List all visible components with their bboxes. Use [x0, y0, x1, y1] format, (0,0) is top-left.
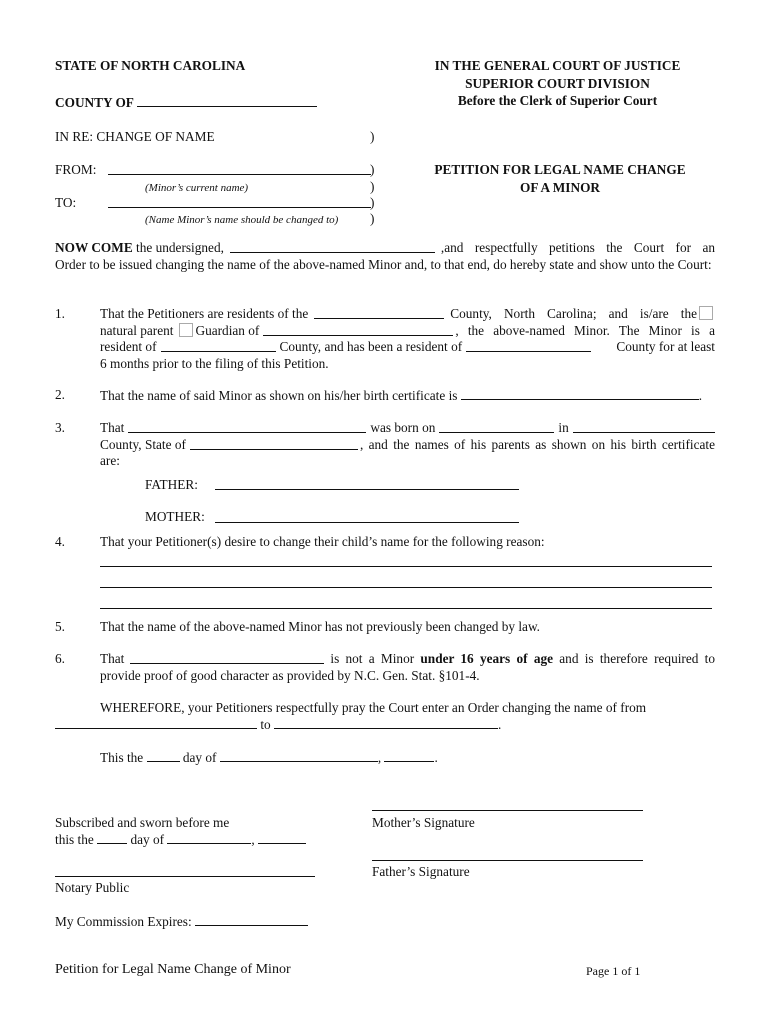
- minor-name-field-2[interactable]: [130, 651, 324, 664]
- state-heading: STATE OF NORTH CAROLINA: [55, 58, 246, 73]
- notary-date-line: this the day of ,: [55, 831, 306, 849]
- birth-cert-name-field[interactable]: [461, 387, 699, 400]
- item-5: That the name of the above-named Minor has not previously been changed by law.: [100, 619, 541, 634]
- petitioner-name-field[interactable]: [230, 240, 435, 253]
- wherefore-paragraph: WHEREFORE, your Petitioners respectfully pray the Court enter an Order changing the name of from: [100, 700, 647, 715]
- name-from-field[interactable]: [55, 716, 257, 729]
- notary-signature-line[interactable]: [55, 876, 315, 877]
- commission-line: My Commission Expires:: [55, 913, 308, 931]
- item-number: 4.: [55, 534, 65, 549]
- court-heading: IN THE GENERAL COURT OF JUSTICE SUPERIOR COURT DIVISION Before the Clerk of Superior Court: [434, 58, 681, 108]
- caption-paren: ): [370, 179, 375, 194]
- item-number: 2.: [55, 387, 65, 402]
- intro-paragraph: NOW COME the undersigned, ,and respectfully petitions the Court for an Order to be issued changing the name of the above-named Minor and, to that end, do hereby state and show unto the Court:: [55, 240, 715, 272]
- item-2: That the name of said Minor as shown on his/her birth certificate is .: [100, 388, 703, 403]
- month-field[interactable]: [220, 749, 378, 762]
- page-number: Page 1 of 1: [586, 964, 641, 978]
- guardian-of-field[interactable]: [263, 323, 453, 336]
- resident-county-field[interactable]: [466, 339, 591, 352]
- county-label: COUNTY OF: [55, 94, 317, 112]
- notary-month-field[interactable]: [167, 831, 251, 844]
- name-to-field[interactable]: [274, 716, 498, 729]
- reason-line-3[interactable]: [100, 608, 712, 609]
- father-name-field[interactable]: [215, 489, 519, 490]
- caption-paren: ): [370, 162, 375, 177]
- to-hint: (Name Minor’s name should be changed to): [145, 214, 339, 226]
- notary-year-field[interactable]: [258, 831, 306, 844]
- item-number: 6.: [55, 651, 65, 666]
- guardian-checkbox[interactable]: [179, 323, 193, 337]
- father-label: FATHER:: [145, 477, 198, 492]
- parent-checkbox-a[interactable]: [699, 306, 713, 320]
- from-label: FROM:: [55, 162, 97, 177]
- notary-public-label: Notary Public: [55, 880, 130, 895]
- reason-line-2[interactable]: [100, 587, 712, 588]
- item-1: That the Petitioners are residents of the County, North Carolina; and is/are the natural parent Guardian of , the above-named Minor. The Minor is a resident of County, and has been a resident of County for at least 6 months prior to the filing of this Petition.: [100, 306, 715, 371]
- reason-line-1[interactable]: [100, 566, 712, 567]
- item-3: That was born on in County, State of , and the names of his parents as shown on his birth certificate are:: [100, 420, 715, 468]
- item-number: 5.: [55, 619, 65, 634]
- to-label: TO:: [55, 195, 77, 210]
- day-field[interactable]: [147, 749, 180, 762]
- mother-label: MOTHER:: [145, 509, 205, 524]
- from-name-field[interactable]: [108, 174, 371, 175]
- year-field[interactable]: [384, 749, 434, 762]
- item-6: That is not a Minor under 16 years of age and is therefore required to provide proof of good character as provided by N.C. Gen. Stat. §101-4.: [100, 651, 715, 683]
- birth-place-field[interactable]: [573, 420, 715, 433]
- commission-expiry-field[interactable]: [195, 913, 308, 926]
- mother-signature-line[interactable]: [372, 810, 643, 811]
- father-signature-line[interactable]: [372, 860, 643, 861]
- in-re-line: IN RE: CHANGE OF NAME: [55, 129, 215, 144]
- county-field[interactable]: [137, 94, 317, 107]
- caption-paren: ): [370, 195, 375, 210]
- to-name-field[interactable]: [108, 207, 371, 208]
- item-number: 1.: [55, 306, 65, 321]
- item-number: 3.: [55, 420, 65, 435]
- subscribed-text: Subscribed and sworn before me: [55, 815, 230, 830]
- item-4: That your Petitioner(s) desire to change their child’s name for the following reason:: [100, 534, 545, 549]
- from-hint: (Minor’s current name): [145, 182, 249, 194]
- father-signature-label: Father’s Signature: [372, 864, 470, 879]
- notary-day-field[interactable]: [97, 831, 127, 844]
- wherefore-line-2: to .: [55, 716, 501, 734]
- birth-state-field[interactable]: [190, 437, 358, 450]
- birth-date-field[interactable]: [439, 420, 554, 433]
- resident-of-field[interactable]: [161, 339, 276, 352]
- mother-signature-label: Mother’s Signature: [372, 815, 475, 830]
- petition-title: PETITION FOR LEGAL NAME CHANGE OF A MINOR: [434, 162, 686, 195]
- mother-name-field[interactable]: [215, 522, 519, 523]
- caption-paren: ): [370, 211, 375, 226]
- footer-title: Petition for Legal Name Change of Minor: [55, 962, 291, 977]
- county-residence-field[interactable]: [314, 306, 444, 319]
- caption-paren: ): [370, 129, 375, 144]
- dated-line: This the day of , .: [100, 750, 438, 765]
- minor-name-field[interactable]: [128, 420, 366, 433]
